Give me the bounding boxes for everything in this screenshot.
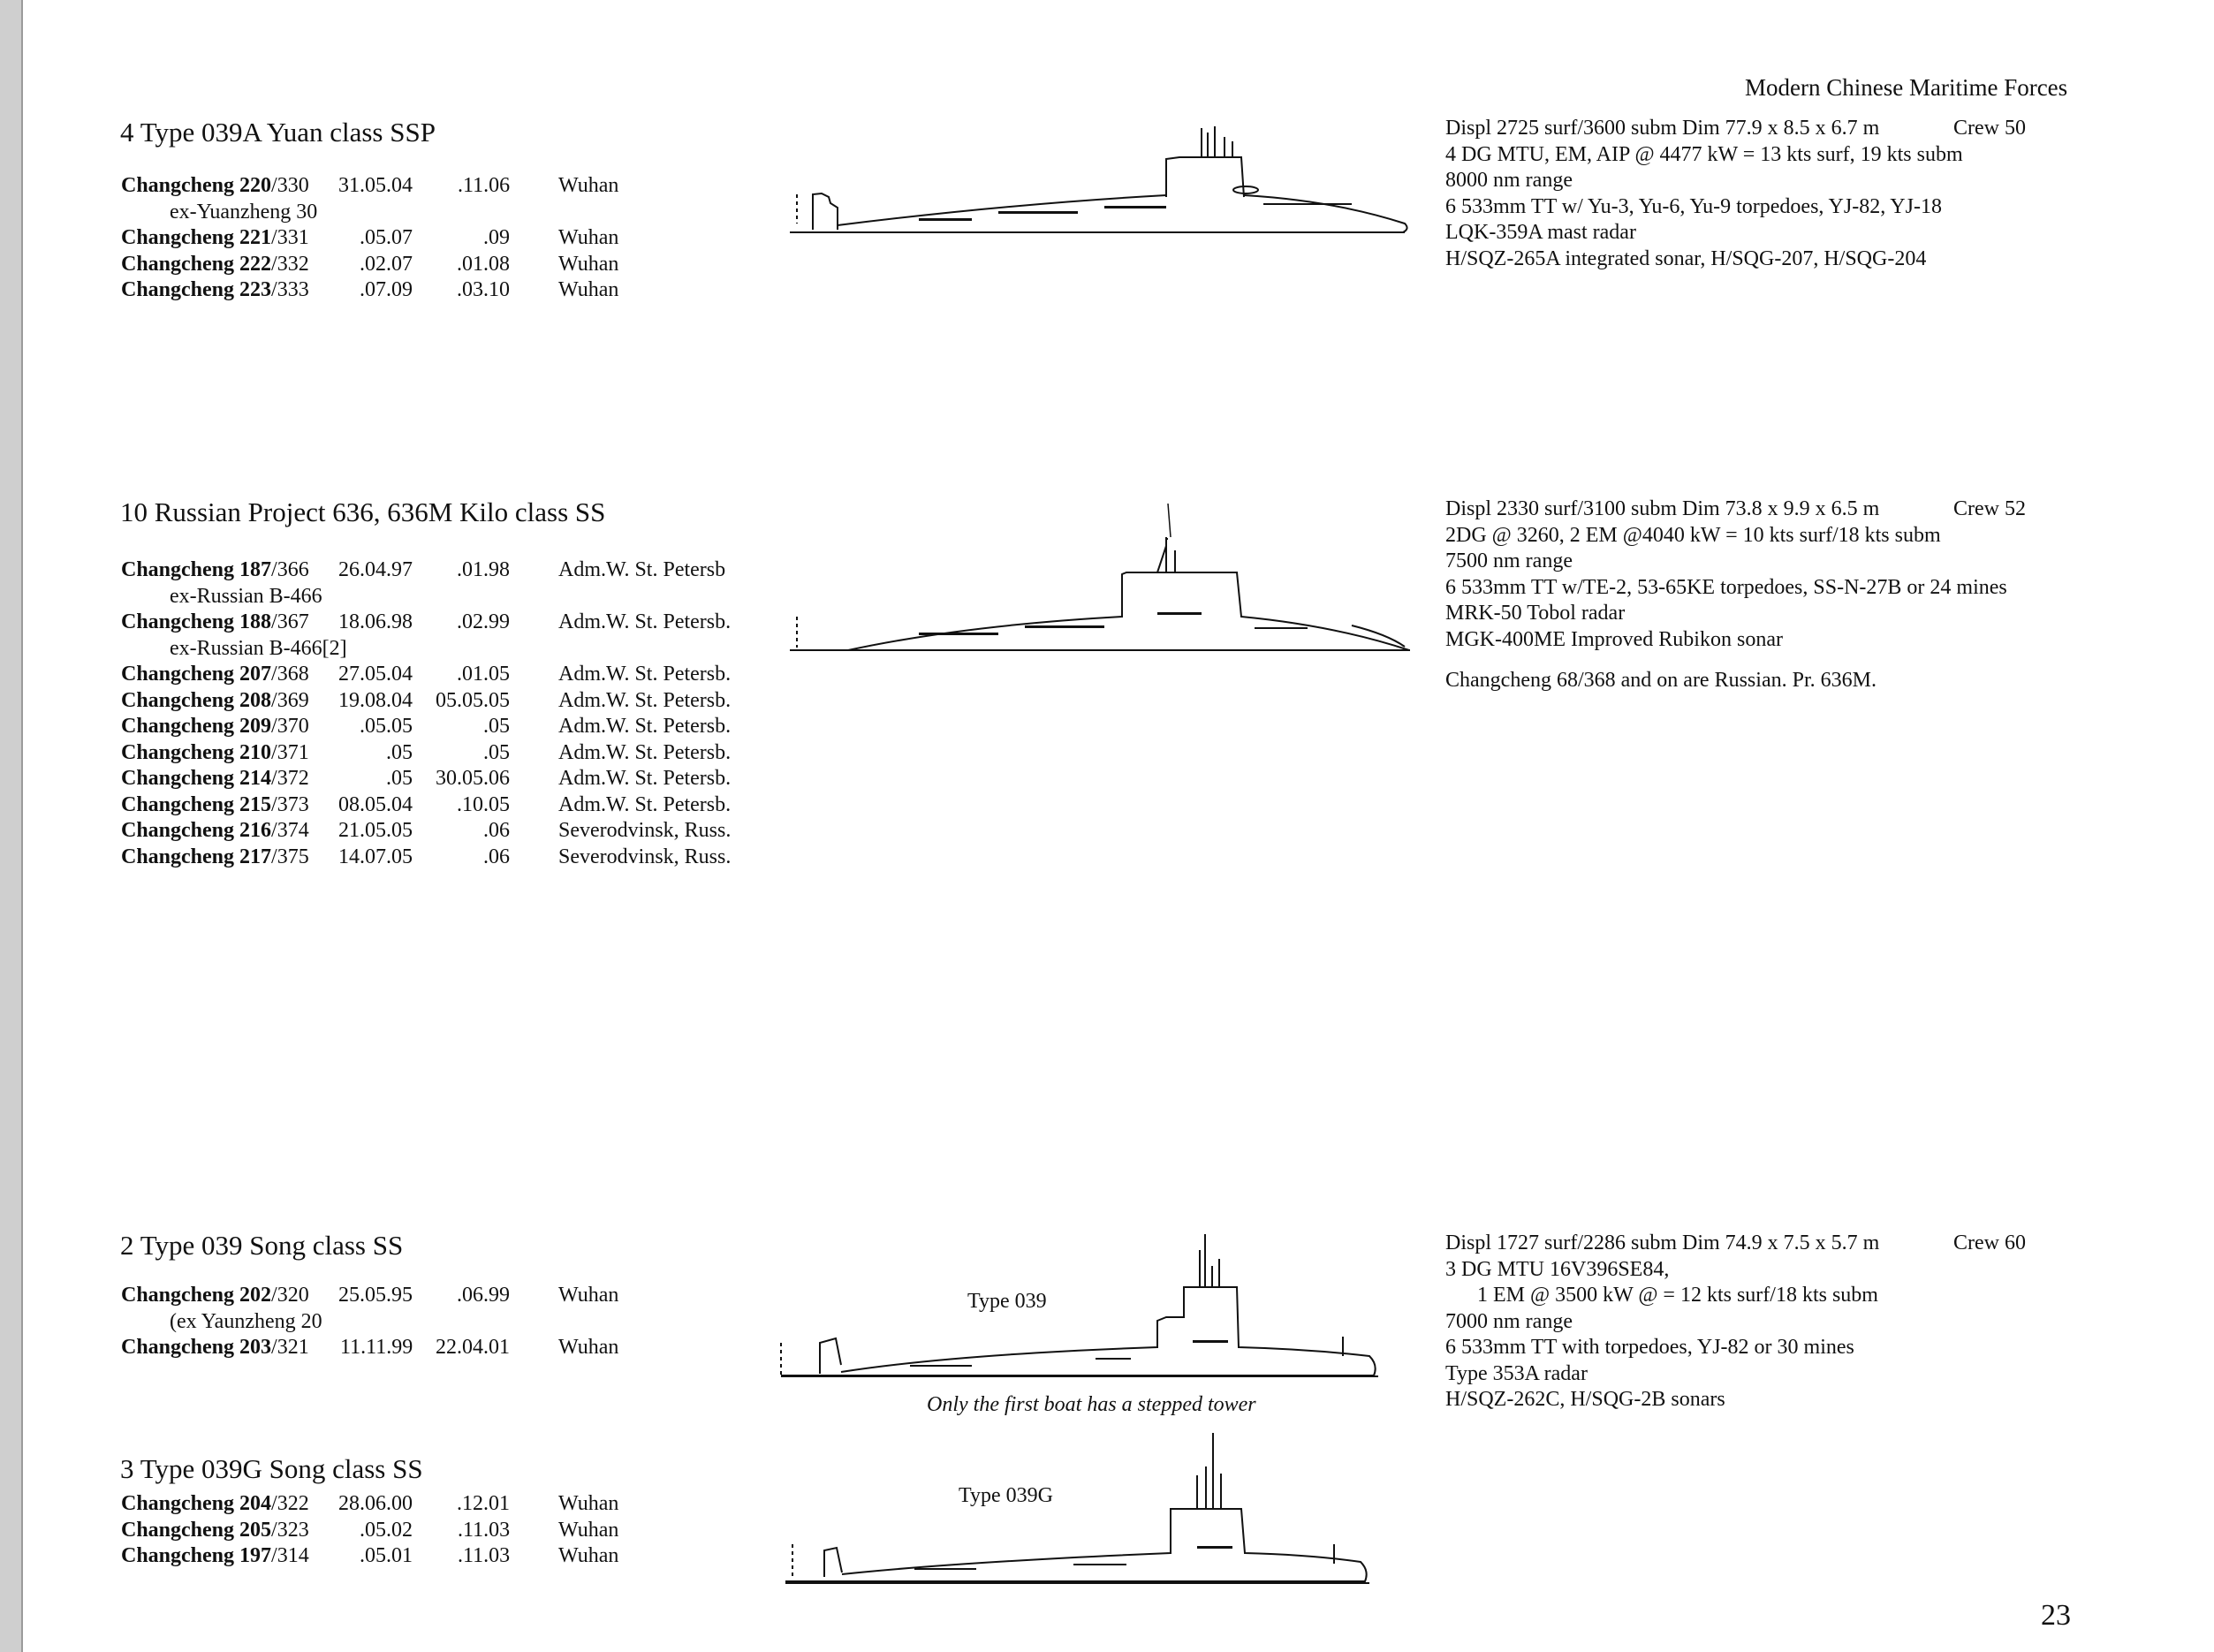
- builder: Adm.W. St. Petersb.: [558, 610, 732, 633]
- laid-down-date: 26.04.97: [338, 558, 413, 581]
- laid-down-date: .05.02: [360, 1518, 413, 1542]
- laid-down-date: .05.05: [360, 715, 413, 738]
- pennant-number: /323: [271, 1518, 309, 1542]
- former-name: (ex Yaunzheng 20: [170, 1309, 322, 1333]
- builder: Wuhan: [558, 1284, 619, 1307]
- builder: Severodvinsk, Russ.: [558, 845, 732, 868]
- ship-name-bold: Changcheng 209: [121, 715, 272, 738]
- builder: Wuhan: [558, 278, 619, 301]
- builder: Adm.W. St. Petersb.: [558, 663, 732, 686]
- ship-name-bold: Changcheng 215: [121, 792, 272, 816]
- spec-line: Displ 1727 surf/2286 subm Dim 74.9 x 7.5 x 5.7 m: [1445, 1231, 1880, 1254]
- laid-down-date: 11.11.99: [340, 1336, 413, 1359]
- spec-first-line: [1445, 116, 2026, 142]
- ship-name-bold: Changcheng 214: [121, 767, 272, 790]
- spec-line: Type 353A radar: [1445, 1361, 1588, 1385]
- ship-name-bold: Changcheng 187: [121, 558, 272, 581]
- laid-down-date: 28.06.00: [338, 1492, 413, 1515]
- section-title-kilo: 10 Russian Project 636, 636M Kilo class SS: [120, 496, 606, 527]
- spec-line: 4 DG MTU, EM, AIP @ 4477 kW = 13 kts surf, 19 kts subm: [1445, 142, 1963, 166]
- launch-date: .03.10: [457, 278, 510, 301]
- pennant-number: /314: [271, 1544, 309, 1567]
- laid-down-date: 14.07.05: [338, 845, 413, 868]
- ship-name: [121, 557, 309, 584]
- pennant-number: /374: [271, 819, 309, 842]
- former-name: ex-Russian B-466: [170, 584, 322, 608]
- spec-line: H/SQZ-265A integrated sonar, H/SQG-207, H/SQG-204: [1445, 246, 1927, 270]
- pennant-number: /330: [271, 174, 309, 197]
- pennant-number: /322: [271, 1492, 309, 1515]
- spec-line: 1 EM @ 3500 kW @ = 12 kts surf/18 kts subm: [1445, 1284, 1878, 1307]
- ship-name: [121, 1543, 309, 1570]
- builder: Wuhan: [558, 1492, 619, 1515]
- builder: Adm.W. St. Petersb.: [558, 688, 732, 712]
- pennant-number: /320: [271, 1284, 309, 1307]
- kilo-note: Changcheng 68/368 and on are Russian. Pr. 636M.: [1445, 669, 1877, 692]
- ship-name: [121, 173, 309, 200]
- section-title-type-039: 2 Type 039 Song class SS: [120, 1230, 404, 1261]
- launch-date: .05: [483, 715, 510, 738]
- pennant-number: /367: [271, 610, 309, 633]
- spec-line: LQK-359A mast radar: [1445, 221, 1636, 244]
- ship-name-bold: Changcheng 208: [121, 688, 272, 712]
- builder: Severodvinsk, Russ.: [558, 819, 732, 842]
- ship-name-bold: Changcheng 207: [121, 663, 272, 686]
- launch-date: .06.99: [457, 1284, 510, 1307]
- laid-down-date: 25.05.95: [338, 1284, 413, 1307]
- builder: Adm.W. St. Petersb: [558, 558, 726, 581]
- section-title-type-039g: 3 Type 039G Song class SS: [120, 1453, 423, 1484]
- ship-name-bold: Changcheng 217: [121, 845, 272, 868]
- ship-name: [121, 714, 309, 740]
- builder: Adm.W. St. Petersb.: [558, 792, 732, 816]
- ship-name-bold: Changcheng 223: [121, 278, 272, 301]
- spec-line: 8000 nm range: [1445, 169, 1573, 192]
- launch-date: .12.01: [457, 1492, 510, 1515]
- builder: Adm.W. St. Petersb.: [558, 715, 732, 738]
- ship-name-bold: Changcheng 197: [121, 1544, 272, 1567]
- crew-count: Crew 50: [1953, 117, 2026, 140]
- laid-down-date: 19.08.04: [338, 688, 413, 712]
- ship-name-bold: Changcheng 220: [121, 174, 272, 197]
- spec-line: 6 533mm TT w/ Yu-3, Yu-6, Yu-9 torpedoes, YJ-82, YJ-18: [1445, 194, 1942, 218]
- laid-down-date: .07.09: [360, 278, 413, 301]
- specs-type-039a: [1445, 116, 2026, 272]
- launch-date: .02.99: [457, 610, 510, 633]
- spec-line: 2DG @ 3260, 2 EM @4040 kW = 10 kts surf/18 kts subm: [1445, 523, 1941, 547]
- launch-date: 05.05.05: [436, 688, 510, 712]
- specs-kilo: [1445, 496, 2026, 653]
- ship-name: [121, 1283, 309, 1309]
- spec-line: MGK-400ME Improved Rubikon sonar: [1445, 627, 1783, 651]
- pennant-number: /373: [271, 792, 309, 816]
- pennant-number: /372: [271, 767, 309, 790]
- launch-date: .06: [483, 845, 510, 868]
- ship-name-bold: Changcheng 205: [121, 1518, 272, 1542]
- ship-name-bold: Changcheng 203: [121, 1336, 272, 1359]
- crew-count: Crew 52: [1953, 497, 2026, 520]
- laid-down-date: 21.05.05: [338, 819, 413, 842]
- pennant-number: /366: [271, 558, 309, 581]
- builder: Adm.W. St. Petersb.: [558, 767, 732, 790]
- ship-name-bold: Changcheng 210: [121, 740, 272, 764]
- spec-line: 7500 nm range: [1445, 549, 1573, 572]
- builder: Wuhan: [558, 1336, 619, 1359]
- ship-name-bold: Changcheng 222: [121, 252, 272, 276]
- ship-name-bold: Changcheng 221: [121, 226, 272, 249]
- drawing-caption: Only the first boat has a stepped tower: [927, 1393, 1256, 1416]
- ship-name: [121, 766, 309, 792]
- pennant-number: /370: [271, 715, 309, 738]
- builder: Wuhan: [558, 226, 619, 249]
- ship-name: [121, 277, 309, 304]
- ship-name: [121, 662, 309, 688]
- launch-date: 30.05.06: [436, 767, 510, 790]
- ship-name: [121, 688, 309, 715]
- builder: Wuhan: [558, 1544, 619, 1567]
- builder: Wuhan: [558, 252, 619, 276]
- ship-name-bold: Changcheng 188: [121, 610, 272, 633]
- ship-name-bold: Changcheng 216: [121, 819, 272, 842]
- spec-line: MRK-50 Tobol radar: [1445, 602, 1626, 625]
- former-name: ex-Russian B-466[2]: [170, 636, 347, 660]
- laid-down-date: 18.06.98: [338, 610, 413, 633]
- song-class-type-039-profile-drawing: [777, 1232, 1387, 1387]
- ship-name: [121, 225, 309, 252]
- launch-date: .01.08: [457, 252, 510, 276]
- builder: Wuhan: [558, 174, 619, 197]
- yuan-class-profile-drawing: [786, 119, 1422, 239]
- builder: Adm.W. St. Petersb.: [558, 740, 732, 764]
- spec-first-line: [1445, 496, 2026, 523]
- ship-name: [121, 818, 309, 845]
- section-title-type-039a: 4 Type 039A Yuan class SSP: [120, 117, 436, 148]
- ship-name: [121, 1335, 309, 1361]
- spec-line: Displ 2725 surf/3600 subm Dim 77.9 x 8.5 x 6.7 m: [1445, 117, 1880, 140]
- laid-down-date: .05.07: [360, 226, 413, 249]
- launch-date: 22.04.01: [436, 1336, 510, 1359]
- ship-name: [121, 1491, 309, 1518]
- laid-down-date: 27.05.04: [338, 663, 413, 686]
- launch-date: .01.98: [457, 558, 510, 581]
- launch-date: .09: [483, 226, 510, 249]
- ship-name: [121, 1518, 309, 1544]
- drawing-label-type-039g: Type 039G: [959, 1484, 1053, 1507]
- ship-name: [121, 610, 309, 636]
- spec-line: 6 533mm TT with torpedoes, YJ-82 or 30 mines: [1445, 1336, 1854, 1359]
- laid-down-date: .05: [386, 740, 413, 764]
- laid-down-date: .05: [386, 767, 413, 790]
- kilo-class-profile-drawing: [786, 502, 1422, 656]
- ship-name: [121, 252, 309, 278]
- running-header: Modern Chinese Maritime Forces: [1745, 74, 2068, 101]
- ship-name-bold: Changcheng 202: [121, 1284, 272, 1307]
- laid-down-date: 08.05.04: [338, 792, 413, 816]
- spec-line: 6 533mm TT w/TE-2, 53-65KE torpedoes, SS-N-27B or 24 mines: [1445, 575, 2007, 599]
- former-name: ex-Yuanzheng 30: [170, 200, 318, 224]
- song-class-type-039g-profile-drawing: [782, 1431, 1374, 1586]
- builder: Wuhan: [558, 1518, 619, 1542]
- crew-count: Crew 60: [1953, 1231, 2026, 1254]
- launch-date: .11.03: [458, 1518, 511, 1542]
- spec-line: H/SQZ-262C, H/SQG-2B sonars: [1445, 1388, 1725, 1411]
- ship-name-bold: Changcheng 204: [121, 1492, 272, 1515]
- pennant-number: /369: [271, 688, 309, 712]
- page-number: 23: [2041, 1599, 2071, 1632]
- ship-name: [121, 792, 309, 819]
- laid-down-date: .05.01: [360, 1544, 413, 1567]
- pennant-number: /368: [271, 663, 309, 686]
- specs-type-039: [1445, 1231, 2026, 1413]
- spec-line: Displ 2330 surf/3100 subm Dim 73.8 x 9.9 x 6.5 m: [1445, 497, 1880, 520]
- launch-date: .11.06: [458, 174, 511, 197]
- launch-date: .05: [483, 740, 510, 764]
- launch-date: .11.03: [458, 1544, 511, 1567]
- launch-date: .01.05: [457, 663, 510, 686]
- laid-down-date: 31.05.04: [338, 174, 413, 197]
- pennant-number: /371: [271, 740, 309, 764]
- pennant-number: /321: [271, 1336, 309, 1359]
- launch-date: .10.05: [457, 792, 510, 816]
- spec-first-line: [1445, 1231, 2026, 1257]
- pennant-number: /333: [271, 278, 309, 301]
- ship-name: [121, 740, 309, 767]
- pennant-number: /375: [271, 845, 309, 868]
- spec-line: 3 DG MTU 16V396SE84,: [1445, 1257, 1670, 1281]
- left-page-edge: [0, 0, 23, 1652]
- pennant-number: /332: [271, 252, 309, 276]
- drawing-label-type-039: Type 039: [967, 1290, 1047, 1313]
- pennant-number: /331: [271, 226, 309, 249]
- ship-name: [121, 845, 309, 871]
- launch-date: .06: [483, 819, 510, 842]
- laid-down-date: .02.07: [360, 252, 413, 276]
- spec-line: 7000 nm range: [1445, 1309, 1573, 1333]
